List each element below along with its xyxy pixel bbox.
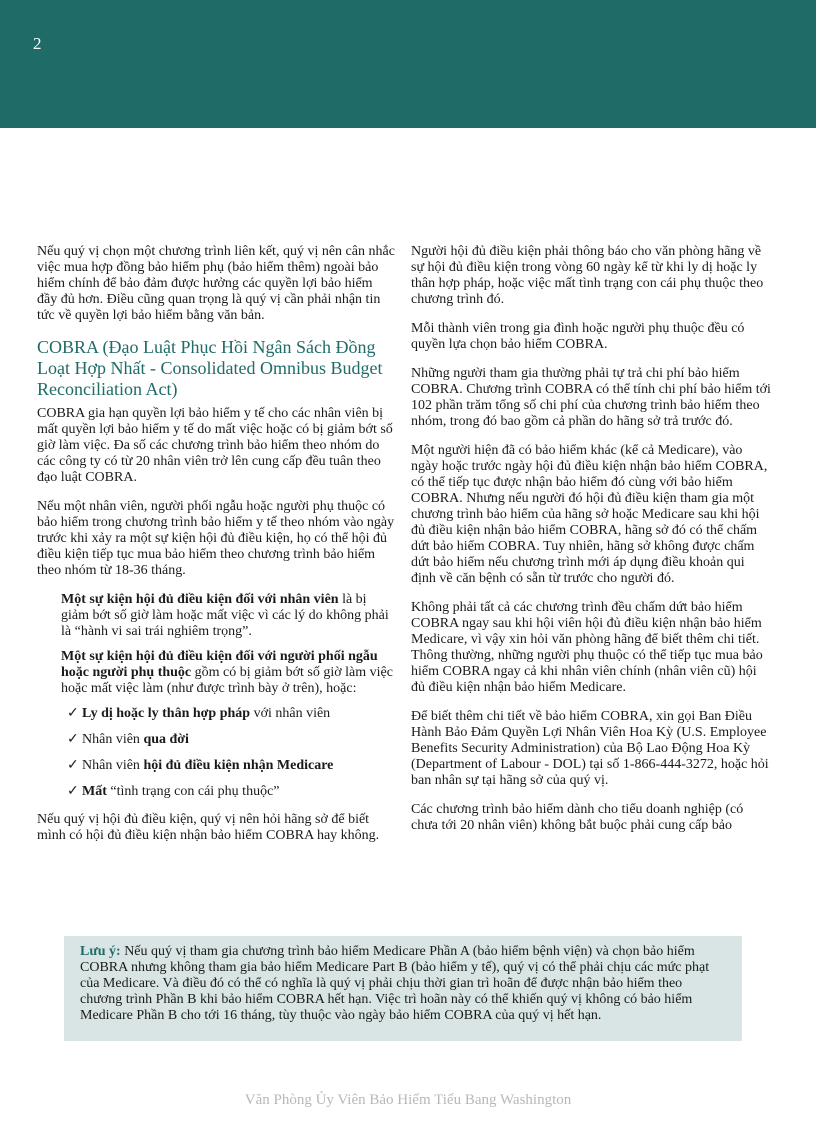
closing-paragraph: Nếu quý vị hội đủ điều kiện, quý vị nên hỏi hãng sở để biết mình có hội đủ điều kiện nhận bảo hiểm COBRA hay không. — [37, 812, 380, 843]
list-item-bold: qua đời — [143, 732, 189, 747]
checkmark-icon: ✓ — [67, 758, 79, 773]
spouse-event-paragraph — [61, 649, 395, 697]
list-item — [67, 758, 395, 774]
checkmark-icon: ✓ — [67, 784, 79, 799]
list-item-bold: Ly dị hoặc ly thân hợp pháp — [82, 706, 251, 721]
intro-paragraph: Nếu quý vị chọn một chương trình liên kết, quý vị nên cân nhắc việc mua hợp đồng bảo hiểm phụ (bảo hiểm thêm) ngoài bảo hiểm chính để bảo đảm được hưởng các quyền lợi bảo hiểm đầy đủ hơn. Điều cũng quan trọng là quý vị cần phải nhận tin tức về quyền lợi bảo hiểm bằng văn bản. — [37, 244, 395, 323]
spouse-event-text: gồm có bị giảm bớt số giờ làm việc hoặc mất việc làm (như được trình bày ở trên), hoặc: — [61, 665, 393, 696]
list-item — [67, 706, 395, 722]
list-item-text: Nhân viên — [82, 758, 144, 773]
right-paragraph-3: Những người tham gia thường phải tự trả chi phí bảo hiểm COBRA. Chương trình COBRA có thể tính chi phí bảo hiểm tới 102 phần trăm tổng số chi phí của chương trình bảo hiểm theo nhóm, trong đó bao gồm cả phần do hãng sở trả trước đó. — [411, 366, 771, 429]
checkmark-icon: ✓ — [67, 732, 79, 747]
right-paragraph-7: Các chương trình bảo hiểm dành cho tiểu doanh nghiệp (có chưa tới 20 nhân viên) không bắt buộc phải cung cấp bảo — [411, 802, 744, 833]
footer-agency-name: Văn Phòng Ủy Viên Bảo Hiểm Tiểu Bang Washington — [244, 1092, 572, 1108]
note-text: Nếu quý vị tham gia chương trình bảo hiểm Medicare Phần A (bảo hiểm bệnh viện) và chọn bảo hiểm COBRA nhưng không tham gia bảo hiểm Medicare Part B (bảo hiểm y tế), quý vị có thể phải chịu các mức phạt của Medicare. Và điều đó có thể có nghĩa là quý vị phải chịu thời gian trì hoãn để được nhận bảo hiểm theo chương trình Phần B khi bảo hiểm COBRA hết hạn. Việc trì hoãn này có thể khiến quý vị không có bảo hiểm Medicare Phần B cho tới 16 tháng, tùy thuộc vào ngày bảo hiểm COBRA của quý vị hết hạn. — [80, 944, 710, 1023]
list-item — [67, 732, 395, 748]
medicare-note-box — [64, 936, 742, 1041]
note-label: Lưu ý: — [80, 944, 121, 959]
spouse-event-bold: Một sự kiện hội đủ điều kiện đối với người phối ngẫu hoặc người phụ thuộc — [61, 649, 378, 680]
list-item-text: “tình trạng con cái phụ thuộc” — [106, 784, 280, 799]
page-number: 2 — [33, 34, 42, 53]
employee-event-text: là bị giảm bớt số giờ làm hoặc mất việc vì các lý do không phải là “hành vi sai trái nghiêm trọng”. — [61, 592, 389, 639]
right-paragraph-2: Mỗi thành viên trong gia đình hoặc người phụ thuộc đều có quyền lựa chọn bảo hiểm COBRA. — [411, 321, 745, 352]
right-paragraph-6: Để biết thêm chi tiết về bảo hiểm COBRA, xin gọi Ban Điều Hành Bảo Đảm Quyền Lợi Nhân Viên Hoa Kỳ (U.S. Employee Benefits Security Administration) của Bộ Lao Động Hoa Kỳ (Department of Labour - DOL) tại số 1-866-444-3272, hoặc hỏi ban nhân sự tại hãng sở của quý vị. — [411, 709, 769, 788]
employee-event-paragraph — [61, 592, 395, 640]
right-column — [411, 244, 771, 847]
list-item-bold: hội đủ điều kiện nhận Medicare — [143, 758, 334, 773]
cobra-heading: COBRA (Đạo Luật Phục Hồi Ngân Sách Đồng Loạt Hợp Nhất - Consolidated Omnibus Budget Reconciliation Act) — [37, 337, 383, 399]
right-paragraph-1: Người hội đủ điều kiện phải thông báo cho văn phòng hãng về sự hội đủ điều kiện trong vòng 60 ngày kể từ khi ly dị hoặc ly thân hợp pháp, hoặc việc mất tình trạng con cái phụ thuộc theo chương trình đó. — [411, 244, 764, 307]
list-item — [67, 784, 395, 800]
cobra-paragraph-2: Nếu một nhân viên, người phối ngẫu hoặc người phụ thuộc có bảo hiểm trong chương trình bảo hiểm y tế theo nhóm vào ngày trước khi xảy ra một sự kiện hội đủ điều kiện, họ có thể hội đủ điều kiện tiếp tục mua bảo hiểm theo chương trình bảo hiểm theo nhóm từ 18-36 tháng. — [37, 499, 395, 578]
list-item-text: Nhân viên — [82, 732, 144, 747]
list-item-bold: Mất — [82, 784, 107, 799]
cobra-paragraph-1: COBRA gia hạn quyền lợi bảo hiểm y tế cho các nhân viên bị mất quyền lợi bảo hiểm y tế do mất việc hoặc có bị giảm bớt số giờ làm việc. Đa số các chương trình bảo hiểm theo nhóm do các công ty có từ 20 nhân viên trở lên cung cấp đều tuân theo đạo luật COBRA. — [37, 406, 393, 485]
right-paragraph-5: Không phải tất cả các chương trình đều chấm dứt bảo hiểm COBRA ngay sau khi hội viên hội đủ điều kiện nhận bảo hiểm Medicare, vì vậy xin hỏi văn phòng hãng để biết thêm chi tiết. Thông thường, những người phụ thuộc có thể tiếp tục mua bảo hiểm COBRA ngay cả khi nhân viên chính (nhân viên cũ) hội đủ điều kiện nhận bảo hiểm Medicare. — [411, 600, 763, 695]
qualifying-events-list — [67, 706, 395, 800]
employee-event-bold: Một sự kiện hội đủ điều kiện đối với nhân viên — [61, 592, 339, 607]
left-column — [37, 244, 395, 857]
checkmark-icon: ✓ — [67, 706, 79, 721]
list-item-text: với nhân viên — [250, 706, 331, 721]
header-band — [0, 0, 816, 128]
right-paragraph-4: Một người hiện đã có bảo hiểm khác (kể cả Medicare), vào ngày hoặc trước ngày hội đủ điều kiện nhận bảo hiểm COBRA, có thể tiếp tục được nhận bảo hiểm đó cùng với bảo hiểm COBRA. Nhưng nếu người đó hội đủ điều kiện tham gia một chương trình bảo hiểm của hãng sở hoặc Medicare sau khi hội đủ điều kiện nhận bảo hiểm COBRA, hãng sở đó có thể chấm dứt bảo hiểm COBRA. Tuy nhiên, hãng sở không được chấm dứt bảo hiểm nếu chương trình mới áp dụng điều khoản qui định về căn bệnh có sẵn từ trước cho người đó. — [411, 443, 768, 586]
